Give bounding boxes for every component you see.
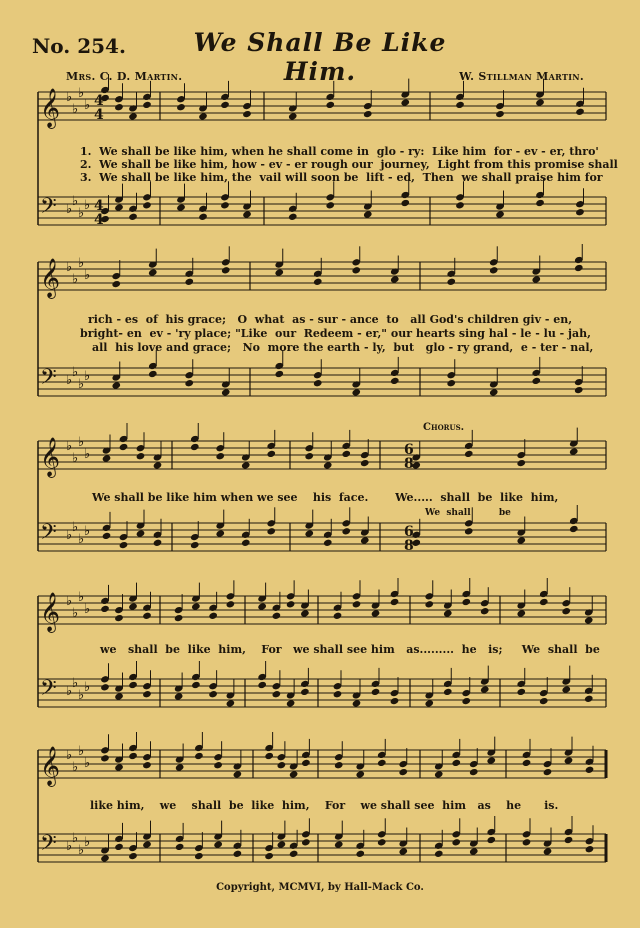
flat-sign: ♭: [66, 684, 73, 699]
note-head: [198, 213, 208, 221]
note-head: [495, 210, 505, 218]
verse-1-line-1: 1. We shall be like him, when he shall come in glo - ry: Like him for - ev - er, thro': [80, 145, 599, 158]
note-head: [352, 600, 362, 608]
flat-sign: ♭: [72, 760, 79, 775]
bass-clef: 𝄢: [40, 365, 57, 395]
note-head: [323, 539, 333, 547]
note-head: [486, 836, 496, 844]
note-head: [522, 838, 532, 846]
note-head: [535, 199, 545, 207]
flat-sign: ♭: [66, 528, 73, 543]
note-head: [208, 612, 218, 620]
note-head: [190, 443, 200, 451]
note-head: [102, 454, 112, 462]
note-head: [289, 850, 299, 858]
note-head: [464, 527, 474, 535]
time-signature-bottom: 8: [404, 456, 414, 472]
flat-sign: ♭: [78, 688, 85, 703]
flat-sign: ♭: [66, 260, 73, 275]
flat-sign: ♭: [78, 435, 85, 450]
note-head: [516, 459, 526, 467]
flat-sign: ♭: [84, 756, 91, 771]
note-head: [119, 443, 129, 451]
note-head: [451, 838, 461, 846]
note-head: [377, 838, 387, 846]
note-head: [531, 275, 541, 283]
verse-3-line-2: all his love and grace; No more the earth - ly, but glo - ry grand, e - ter - nal,: [92, 341, 594, 354]
flat-sign: ♭: [78, 532, 85, 547]
flat-sign: ♭: [72, 676, 79, 691]
note-head: [333, 690, 343, 698]
treble-clef: 𝄞: [40, 88, 61, 128]
hymn-number: No. 254.: [32, 34, 126, 58]
note-head: [531, 377, 541, 385]
note-head: [128, 752, 138, 760]
note-head: [443, 609, 453, 617]
flat-sign: ♭: [72, 365, 79, 380]
note-head: [142, 761, 152, 769]
note-head: [539, 598, 549, 606]
note-head: [398, 768, 408, 776]
note-head: [142, 101, 152, 109]
note-head: [184, 379, 194, 387]
note-head: [584, 695, 594, 703]
note-head: [455, 101, 465, 109]
note-head: [194, 852, 204, 860]
flat-sign: ♭: [78, 744, 85, 759]
note-head: [451, 759, 461, 767]
note-head: [257, 681, 267, 689]
note-head: [114, 843, 124, 851]
note-head: [300, 609, 310, 617]
bass-clef: 𝄢: [40, 676, 57, 706]
note-head: [220, 201, 230, 209]
note-head: [574, 264, 584, 272]
note-head: [564, 836, 574, 844]
chorus-lyric-line-2: we shall be like him, For we shall see him as......... he is; We shall be: [100, 643, 600, 656]
flat-sign: ♭: [72, 102, 79, 117]
note-head: [128, 852, 138, 860]
note-head: [226, 600, 236, 608]
flat-sign: ♭: [72, 194, 79, 209]
bass-clef: 𝄢: [40, 194, 57, 224]
note-head: [325, 101, 335, 109]
chorus-echo-lyric: We shall be: [425, 508, 511, 518]
note-head: [176, 103, 186, 111]
note-head: [585, 845, 595, 853]
note-head: [102, 532, 112, 540]
note-head: [220, 101, 230, 109]
time-signature-bottom: 8: [404, 538, 414, 554]
note-head: [398, 847, 408, 855]
flat-sign: ♭: [84, 447, 91, 462]
note-head: [495, 110, 505, 118]
note-head: [300, 688, 310, 696]
note-head: [377, 759, 387, 767]
note-head: [241, 539, 251, 547]
note-head: [175, 763, 185, 771]
note-head: [242, 210, 252, 218]
note-head: [390, 598, 400, 606]
note-head: [174, 692, 184, 700]
chorus-label: Chorus.: [423, 422, 465, 433]
note-head: [100, 605, 110, 613]
note-head: [111, 381, 121, 389]
note-head: [363, 210, 373, 218]
note-head: [190, 541, 200, 549]
note-head: [194, 752, 204, 760]
note-head: [233, 850, 243, 858]
note-head: [153, 539, 163, 547]
note-head: [288, 213, 298, 221]
note-head: [480, 607, 490, 615]
verse-3-line-1: 3. We shall be like him, the vail will soon be lift - ed, Then we shall praise him for: [80, 171, 603, 184]
note-head: [119, 541, 129, 549]
note-head: [446, 278, 456, 286]
note-head: [277, 761, 287, 769]
note-head: [142, 612, 152, 620]
note-head: [266, 450, 276, 458]
note-head: [184, 278, 194, 286]
chorus-lyric-line-3: like him, we shall be like him, For we shall see him as he is.: [90, 799, 559, 812]
note-head: [561, 607, 571, 615]
time-signature-top: 6: [404, 442, 414, 458]
note-head: [390, 275, 400, 283]
flat-sign: ♭: [72, 272, 79, 287]
flat-sign: ♭: [66, 373, 73, 388]
note-head: [301, 838, 311, 846]
note-head: [355, 850, 365, 858]
note-head: [371, 609, 381, 617]
note-head: [136, 452, 146, 460]
flat-sign: ♭: [78, 377, 85, 392]
verse-2-line-1: 2. We shall be like him, how - ev - er rough our journey, Light from this promise shall: [80, 158, 618, 171]
note-head: [569, 525, 579, 533]
treble-clef: 𝄞: [40, 746, 61, 786]
hymn-title: We Shall Be Like Him.: [193, 28, 447, 86]
note-head: [461, 697, 471, 705]
note-head: [585, 766, 595, 774]
note-head: [464, 450, 474, 458]
flat-sign: ♭: [78, 256, 85, 271]
copyright: Copyright, MCMVI, by Hall-Mack Co.: [216, 882, 424, 893]
note-head: [313, 379, 323, 387]
flat-sign: ♭: [66, 90, 73, 105]
flat-sign: ♭: [66, 594, 73, 609]
note-head: [175, 843, 185, 851]
note-head: [516, 688, 526, 696]
note-head: [191, 681, 201, 689]
note-head: [325, 201, 335, 209]
time-signature-bottom: 4: [94, 107, 104, 123]
note-head: [539, 697, 549, 705]
note-head: [128, 213, 138, 221]
note-head: [574, 386, 584, 394]
note-head: [301, 759, 311, 767]
time-signature-top: 6: [404, 524, 414, 540]
note-head: [264, 852, 274, 860]
note-head: [461, 598, 471, 606]
note-head: [543, 768, 553, 776]
flat-sign: ♭: [72, 520, 79, 535]
flat-sign: ♭: [84, 835, 91, 850]
note-head: [390, 697, 400, 705]
flat-sign: ♭: [78, 843, 85, 858]
note-head: [424, 600, 434, 608]
note-head: [522, 759, 532, 767]
note-head: [469, 768, 479, 776]
bass-clef: 𝄢: [40, 520, 57, 550]
note-head: [360, 536, 370, 544]
note-head: [148, 370, 158, 378]
composer: W. Stillman Martin.: [459, 70, 584, 83]
bass-clef: 𝄢: [40, 831, 57, 861]
note-head: [174, 614, 184, 622]
flat-sign: ♭: [84, 680, 91, 695]
note-head: [264, 752, 274, 760]
note-head: [128, 681, 138, 689]
note-head: [341, 450, 351, 458]
note-head: [363, 110, 373, 118]
note-head: [575, 208, 585, 216]
treble-clef: 𝄞: [40, 592, 61, 632]
note-head: [111, 280, 121, 288]
note-head: [333, 612, 343, 620]
note-head: [100, 683, 110, 691]
note-head: [434, 850, 444, 858]
flat-sign: ♭: [66, 748, 73, 763]
note-head: [215, 452, 225, 460]
flat-sign: ♭: [84, 369, 91, 384]
note-head: [313, 278, 323, 286]
note-head: [114, 692, 124, 700]
note-head: [516, 536, 526, 544]
time-signature-bottom: 4: [94, 212, 104, 228]
note-head: [469, 847, 479, 855]
flat-sign: ♭: [78, 86, 85, 101]
note-head: [351, 266, 361, 274]
treble-clef: 𝄞: [40, 258, 61, 298]
treble-clef: 𝄞: [40, 437, 61, 477]
note-head: [114, 103, 124, 111]
verse-1-line-2: rich - es of his grace; O what as - sur - ance to all God's children giv - en,: [88, 313, 573, 326]
note-head: [100, 754, 110, 762]
note-head: [360, 459, 370, 467]
flat-sign: ♭: [84, 524, 91, 539]
note-head: [213, 761, 223, 769]
author: Mrs. C. D. Martin.: [66, 70, 183, 83]
time-signature-top: 4: [94, 198, 104, 214]
note-head: [114, 763, 124, 771]
flat-sign: ♭: [78, 590, 85, 605]
note-head: [334, 761, 344, 769]
note-head: [341, 527, 351, 535]
note-head: [242, 110, 252, 118]
flat-sign: ♭: [66, 439, 73, 454]
note-head: [371, 688, 381, 696]
note-head: [208, 690, 218, 698]
flat-sign: ♭: [72, 451, 79, 466]
note-head: [390, 377, 400, 385]
note-head: [543, 847, 553, 855]
flat-sign: ♭: [66, 202, 73, 217]
note-head: [446, 379, 456, 387]
note-head: [272, 690, 282, 698]
flat-sign: ♭: [84, 268, 91, 283]
note-head: [142, 201, 152, 209]
note-head: [114, 614, 124, 622]
flat-sign: ♭: [84, 602, 91, 617]
note-head: [142, 690, 152, 698]
note-head: [274, 370, 284, 378]
flat-sign: ♭: [84, 98, 91, 113]
flat-sign: ♭: [78, 206, 85, 221]
note-head: [304, 452, 314, 460]
note-head: [443, 688, 453, 696]
verse-2-line-2: bright- en ev - 'ry place; "Like our Redeem - er," our hearts sing hal - le - lu - jah,: [80, 327, 591, 340]
note-head: [516, 609, 526, 617]
note-head: [286, 600, 296, 608]
note-head: [575, 108, 585, 116]
time-signature-top: 4: [94, 93, 104, 109]
chorus-lyric-line-1: We shall be like him when we see his face. We..... shall be like him,: [92, 491, 559, 504]
flat-sign: ♭: [72, 606, 79, 621]
note-head: [489, 266, 499, 274]
flat-sign: ♭: [66, 839, 73, 854]
flat-sign: ♭: [72, 831, 79, 846]
note-head: [266, 527, 276, 535]
note-head: [272, 612, 282, 620]
note-head: [455, 201, 465, 209]
note-head: [221, 266, 231, 274]
flat-sign: ♭: [84, 198, 91, 213]
note-head: [400, 199, 410, 207]
